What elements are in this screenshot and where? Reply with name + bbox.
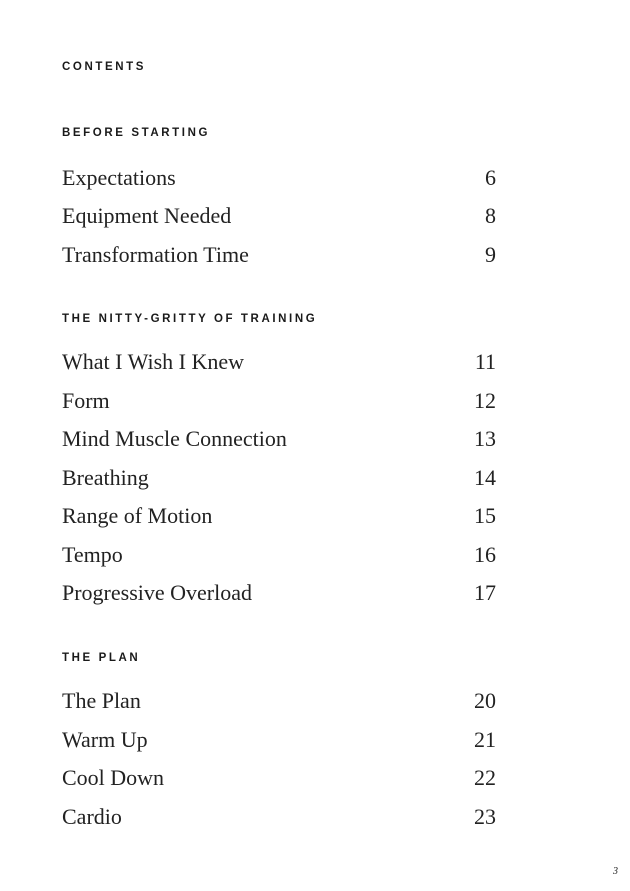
toc-entry-page-number: 8 <box>485 203 496 228</box>
toc-entry-cardio[interactable] <box>62 802 496 832</box>
toc-entry-title: Cardio <box>62 804 122 829</box>
toc-entry-progressive-overload[interactable] <box>62 578 496 608</box>
toc-entry-cool-down[interactable] <box>62 763 496 793</box>
toc-entry-mind-muscle-connection[interactable] <box>62 424 496 454</box>
toc-entry-tempo[interactable] <box>62 540 496 570</box>
toc-entry-title: Warm Up <box>62 727 148 752</box>
toc-entry-page-number: 21 <box>474 727 496 752</box>
toc-entry-title: Breathing <box>62 465 149 490</box>
toc-entry-breathing[interactable] <box>62 463 496 493</box>
toc-entry-title: Expectations <box>62 165 176 190</box>
toc-entry-page-number: 11 <box>474 349 496 374</box>
section-heading-before-starting: BEFORE STARTING <box>62 127 211 139</box>
toc-entry-page-number: 9 <box>485 242 496 267</box>
toc-entry-title: Equipment Needed <box>62 203 232 228</box>
toc-entry-range-of-motion[interactable] <box>62 501 496 531</box>
toc-entry-title: What I Wish I Knew <box>62 349 244 374</box>
section-heading-the-plan: THE PLAN <box>62 652 141 664</box>
toc-entry-page-number: 17 <box>474 580 496 605</box>
toc-entry-page-number: 22 <box>474 765 496 790</box>
toc-entry-warm-up[interactable] <box>62 725 496 755</box>
page-number: 3 <box>613 866 618 877</box>
toc-entry-title: Range of Motion <box>62 503 213 528</box>
contents-heading: CONTENTS <box>62 61 147 73</box>
toc-entry-title: Tempo <box>62 542 123 567</box>
toc-entry-page-number: 14 <box>474 465 496 490</box>
toc-entry-equipment-needed[interactable] <box>62 201 496 231</box>
toc-entry-transformation-time[interactable] <box>62 240 496 270</box>
toc-entry-page-number: 6 <box>485 165 496 190</box>
toc-entry-expectations[interactable] <box>62 163 496 193</box>
toc-entry-title: Cool Down <box>62 765 165 790</box>
toc-entry-page-number: 23 <box>474 804 496 829</box>
toc-entry-page-number: 16 <box>474 542 496 567</box>
toc-entry-title: Form <box>62 388 110 413</box>
toc-entry-page-number: 15 <box>474 503 496 528</box>
toc-entry-page-number: 12 <box>474 388 496 413</box>
toc-entry-the-plan[interactable] <box>62 686 496 716</box>
toc-entry-what-i-wish-i-knew[interactable] <box>62 347 496 377</box>
toc-entry-title: Transformation Time <box>62 242 249 267</box>
toc-entry-form[interactable] <box>62 386 496 416</box>
toc-entry-page-number: 13 <box>474 426 496 451</box>
toc-entry-title: Progressive Overload <box>62 580 253 605</box>
toc-entry-page-number: 20 <box>474 688 496 713</box>
section-heading-nitty-gritty: THE NITTY-GRITTY OF TRAINING <box>62 313 318 325</box>
toc-entry-title: The Plan <box>62 688 141 713</box>
toc-entry-title: Mind Muscle Connection <box>62 426 287 451</box>
